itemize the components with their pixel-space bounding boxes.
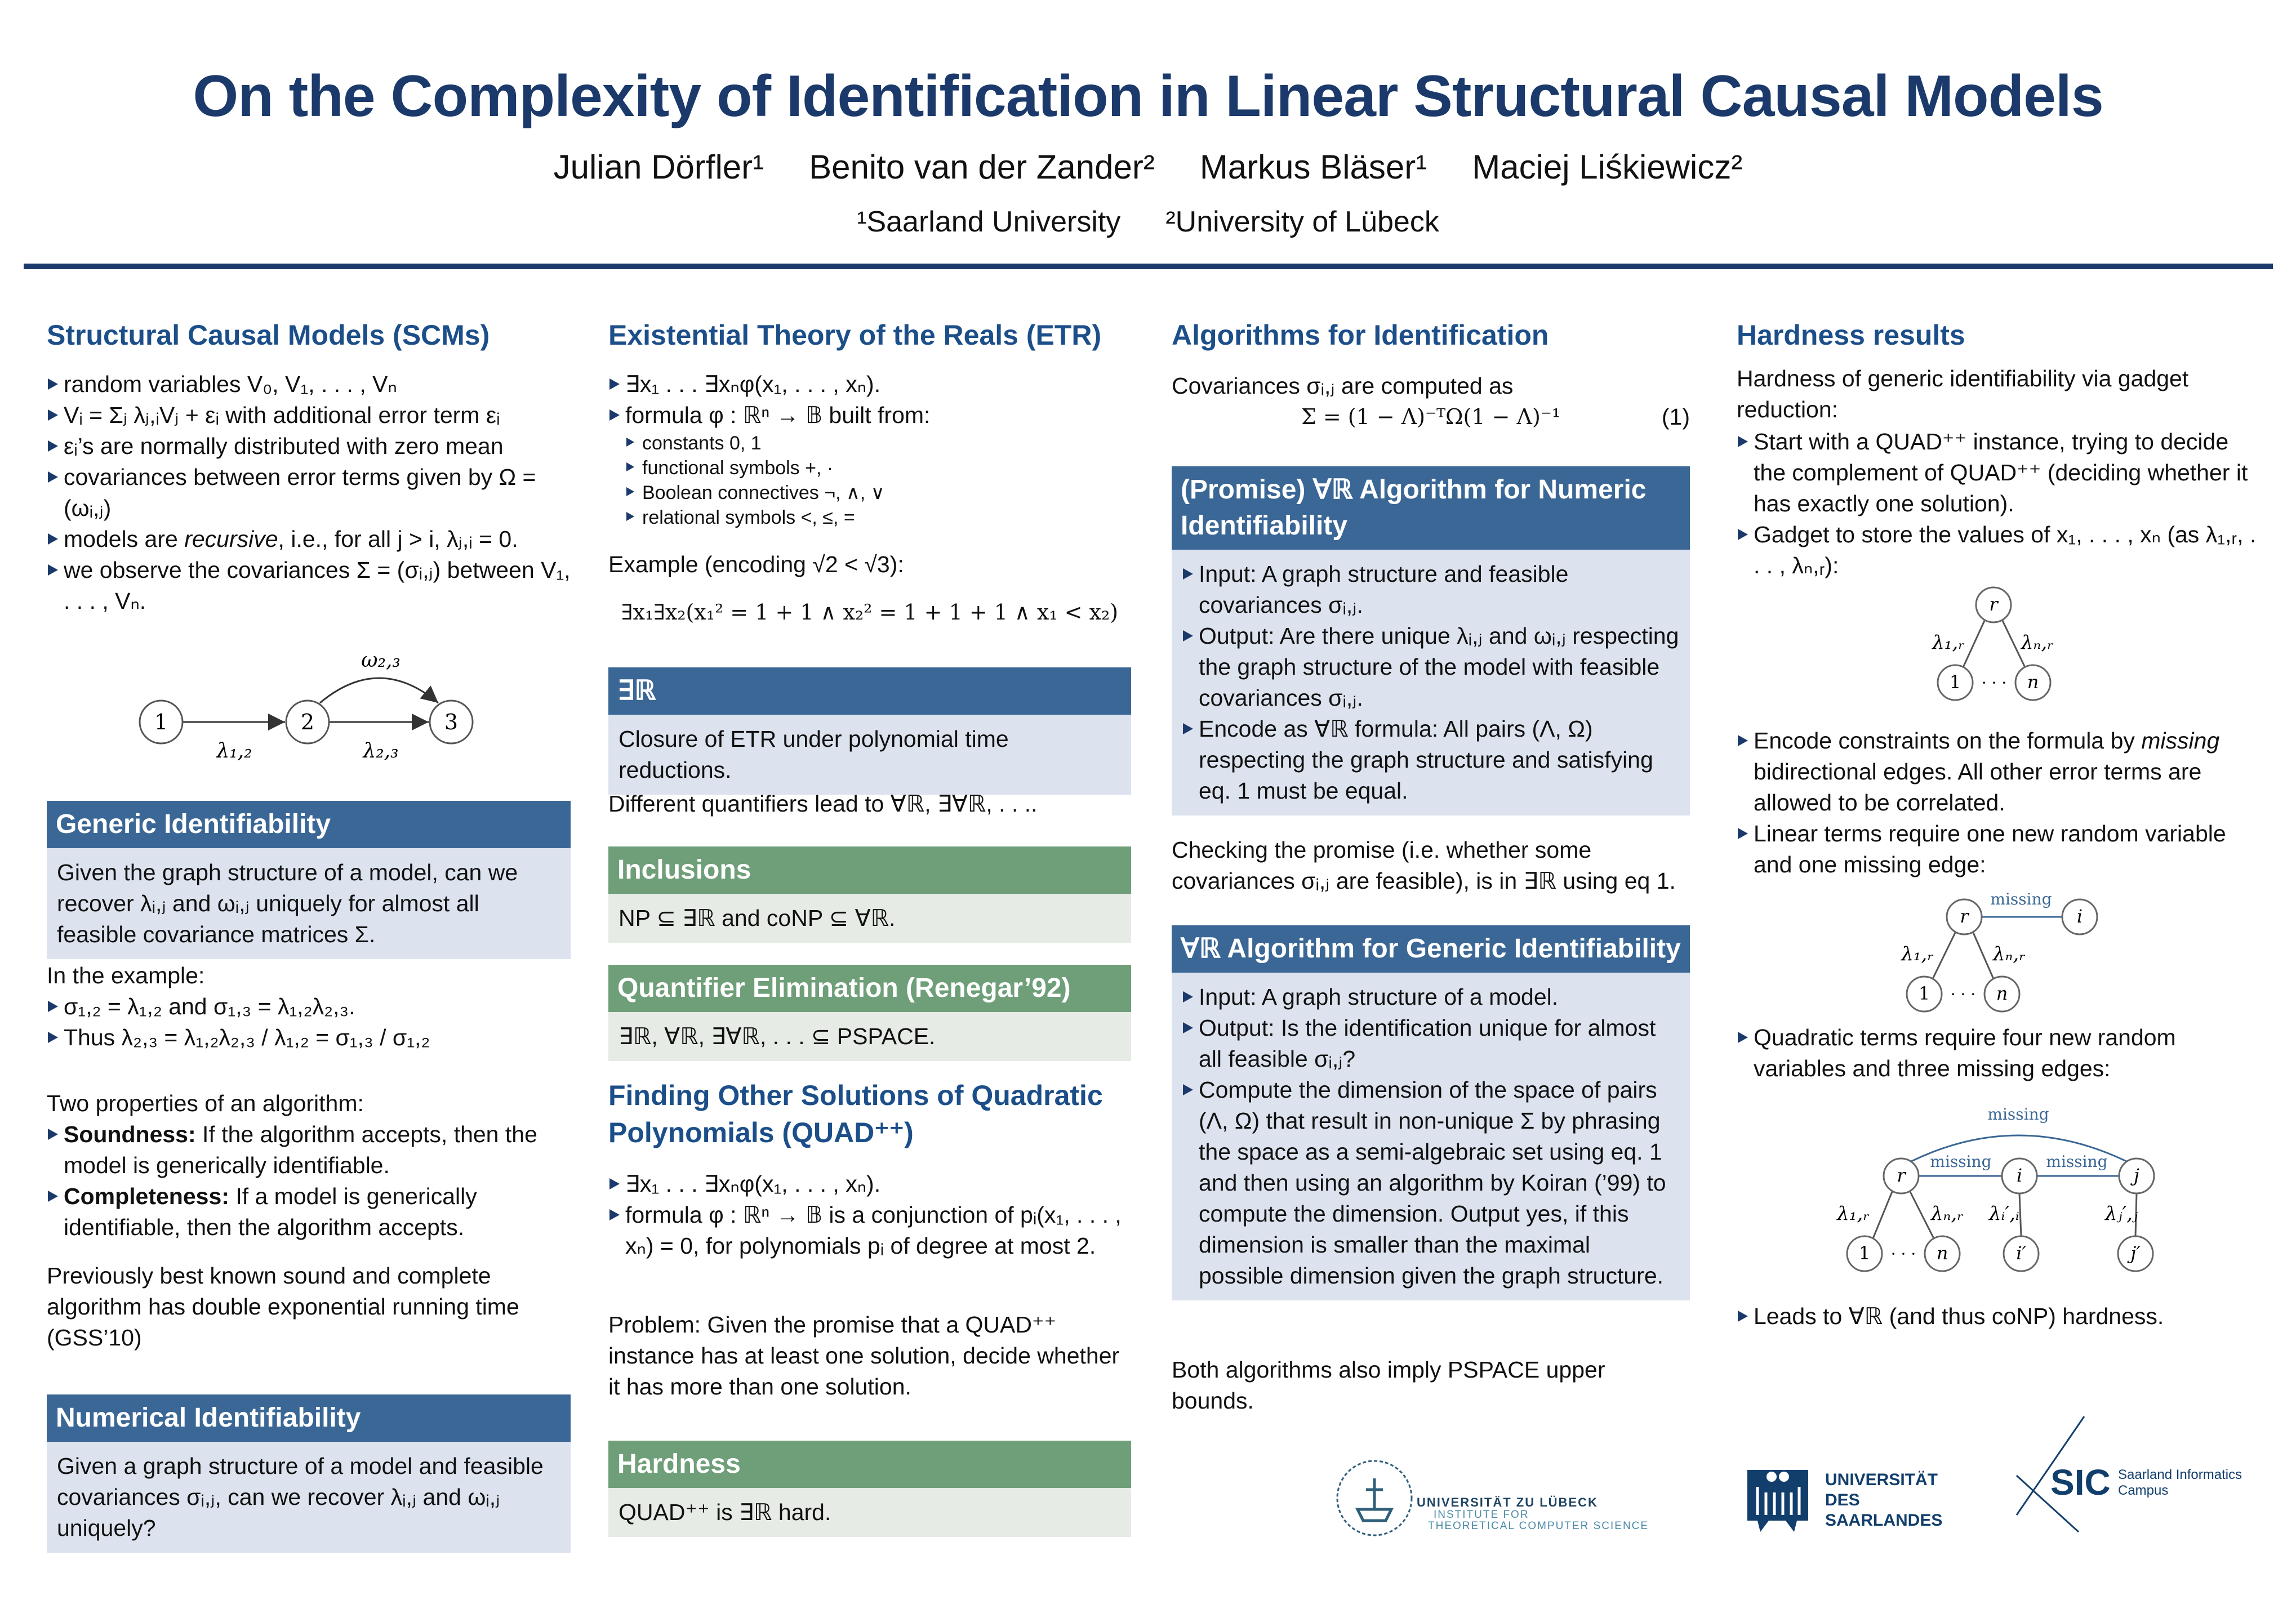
affiliation: ²University of Lübeck xyxy=(1165,206,1439,238)
box-body: Closure of ETR under polynomial time reductions. xyxy=(608,715,1131,795)
luebeck-logo xyxy=(1335,1456,1662,1546)
owl-icon xyxy=(1741,1453,1814,1535)
column-2 xyxy=(608,0,1131,1622)
node-label: i xyxy=(2016,1165,2023,1186)
problem-text: Problem: Given the promise that a QUAD⁺⁺ instance has at least one solution, decide whether it has more than one solution. xyxy=(608,1312,1120,1400)
text: bidirectional edges. All other error terms are allowed to be correlated. xyxy=(1754,759,2202,816)
edge-label: λ₁,₂ xyxy=(216,739,252,763)
list-item: εᵢ’s are normally distributed with zero mean xyxy=(64,431,571,462)
node-label: i′ xyxy=(2016,1242,2026,1264)
hardness-list-1 xyxy=(1737,426,2258,581)
missing-label: missing xyxy=(1990,890,2052,908)
node-label: n xyxy=(1936,1242,1948,1264)
box-heading: Numerical Identifiability xyxy=(47,1394,571,1442)
node-label: 1 xyxy=(1858,1242,1871,1264)
etr-list xyxy=(608,369,1131,530)
node-label: 3 xyxy=(444,710,459,734)
text: formula φ : ℝⁿ → 𝔹 built from: xyxy=(625,402,931,428)
sic-name xyxy=(2118,1467,2242,1499)
scm-list xyxy=(47,369,571,617)
box-heading: Quantifier Elimination (Renegar’92) xyxy=(608,965,1131,1012)
list-item: Linear terms require one new random variable and one missing edge: xyxy=(1754,818,2258,880)
example-label: Example (encoding √2 < √3): xyxy=(608,551,904,577)
linear-gadget-diagram xyxy=(1737,884,2258,1017)
column-1 xyxy=(47,0,571,1622)
example-section xyxy=(47,960,571,1053)
dots: · · · xyxy=(1981,674,2007,692)
sic-abbr: SIC xyxy=(2050,1462,2111,1503)
list-item: Output: Are there unique λᵢ,ⱼ and ωᵢ,ⱼ respecting the graph structure of the model with feasible covariances σᵢ,ⱼ. xyxy=(1199,621,1680,714)
list-item: Input: A graph structure of a model. xyxy=(1199,982,1680,1013)
edge-label: λ₁,ᵣ xyxy=(1932,631,1965,654)
box-body: NP ⊆ ∃ℝ and coNP ⊆ ∀ℝ. xyxy=(608,894,1131,943)
node-label: r xyxy=(1989,594,1998,615)
text: Two properties of an algorithm: xyxy=(47,1090,364,1116)
box-heading: ∀ℝ Algorithm for Generic Identifiability xyxy=(1172,925,1690,973)
sic-logo xyxy=(2000,1414,2248,1538)
node-label: n xyxy=(2027,671,2039,693)
etr-heading: Existential Theory of the Reals (ETR) xyxy=(608,319,1102,351)
missing-label: missing xyxy=(2046,1152,2108,1171)
missing-label: missing xyxy=(1930,1152,1992,1171)
emphasis: missing xyxy=(2141,728,2220,754)
list-item: constants 0, 1 xyxy=(642,431,1131,456)
node-label: j xyxy=(2134,1165,2139,1186)
node-label: j′ xyxy=(2130,1242,2141,1264)
box-heading: (Promise) ∀ℝ Algorithm for Numeric Identifiability xyxy=(1172,466,1690,550)
box-heading: Hardness xyxy=(608,1441,1131,1488)
edge-label: λᵢ′,ᵢ xyxy=(1989,1202,2019,1225)
logo-line: SAARLANDES xyxy=(1825,1511,1943,1530)
er-box xyxy=(608,667,1131,795)
node-label: n xyxy=(1996,983,2008,1004)
list-item: ∃x₁ . . . ∃xₙφ(x₁, . . . , xₙ). xyxy=(625,1169,1131,1200)
list-item: functional symbols +, · xyxy=(642,456,1131,480)
quantifiers-text: Different quantifiers lead to ∀ℝ, ∃∀ℝ, . . .. xyxy=(608,791,1038,817)
label: Completeness: xyxy=(64,1183,229,1209)
box-body xyxy=(1172,973,1690,1300)
column-4 xyxy=(1737,0,2258,1622)
hardness-heading: Hardness results xyxy=(1737,319,1965,351)
list-item xyxy=(64,1119,571,1181)
algorithms-heading: Algorithms for Identification xyxy=(1172,319,1549,351)
affiliation: ¹Saarland University xyxy=(857,206,1121,238)
logo-line: Saarland Informatics xyxy=(2118,1467,2242,1482)
box-heading: Generic Identifiability xyxy=(47,801,571,848)
list-item: Output: Is the identification unique for almost all feasible σᵢ,ⱼ? xyxy=(1199,1013,1680,1075)
generic-algorithm-box xyxy=(1172,925,1690,1300)
hardness-intro: Hardness of generic identifiability via gadget reduction: xyxy=(1737,366,2189,422)
author: Maciej Liśkiewicz² xyxy=(1472,148,1743,186)
node-label: i xyxy=(2076,906,2083,927)
example-list xyxy=(47,991,571,1053)
box-heading: Inclusions xyxy=(608,846,1131,894)
hardness-list-3 xyxy=(1737,1022,2258,1084)
box-body: QUAD⁺⁺ is ∃ℝ hard. xyxy=(608,1488,1131,1537)
list-item xyxy=(625,400,1131,530)
list-item: Input: A graph structure and feasible covariances σᵢ,ⱼ. xyxy=(1199,559,1680,621)
node-label: 2 xyxy=(300,710,315,734)
node-label: 1 xyxy=(154,710,168,734)
list-item: ∃x₁ . . . ∃xₙφ(x₁, . . . , xₙ). xyxy=(625,369,1131,400)
logo-line: Campus xyxy=(2118,1483,2169,1498)
list-item: covariances between error terms given by Ω = (ωᵢ,ⱼ) xyxy=(64,462,571,524)
text: , i.e., for all j > i, λⱼ,ᵢ = 0. xyxy=(278,526,518,552)
list-item: σ₁,₂ = λ₁,₂ and σ₁,₃ = λ₁,₂λ₂,₃. xyxy=(64,991,571,1022)
edge-label: λₙ,ᵣ xyxy=(1931,1202,1964,1225)
list-item xyxy=(1754,725,2258,818)
properties-section xyxy=(47,1088,571,1243)
saarland-logo xyxy=(1741,1453,1943,1535)
node-label: 1 xyxy=(1918,983,1930,1004)
upper-bounds-text: Both algorithms also imply PSPACE upper bounds. xyxy=(1172,1357,1605,1414)
list-item: random variables V₀, V₁, . . . , Vₙ xyxy=(64,369,571,400)
list-item: Quadratic terms require four new random variables and three missing edges: xyxy=(1754,1022,2258,1084)
box-body: Given a graph structure of a model and feasible covariances σᵢ,ⱼ, can we recover λᵢ,ⱼ and ωᵢ,ⱼ uniquely? xyxy=(47,1442,571,1553)
box-body xyxy=(1172,550,1690,816)
quantifier-elimination-box xyxy=(608,965,1131,1061)
box-heading: ∃ℝ xyxy=(608,667,1131,715)
list-item: Boolean connectives ¬, ∧, ∨ xyxy=(642,480,1131,505)
emphasis: recursive xyxy=(184,526,278,552)
quadratic-gadget-diagram xyxy=(1737,1104,2258,1278)
hardness-list-2 xyxy=(1737,725,2258,880)
scm-graph-diagram xyxy=(47,642,571,772)
text: If a model is generically identifiable, then the algorithm accepts. xyxy=(64,1183,477,1240)
list-item xyxy=(64,1181,571,1243)
node-label: r xyxy=(1960,906,1969,927)
numeric-algorithm-box xyxy=(1172,466,1690,816)
covariance-equation: Σ = (1 − Λ)⁻ᵀΩ(1 − Λ)⁻¹ xyxy=(1301,404,1561,429)
etr-sublist xyxy=(625,431,1131,530)
list-item: Compute the dimension of the space of pairs (Λ, Ω) that result in non-unique Σ by phrasing the space as a semi-algebraic set using eq. 1 and then using an algorithm by Koiran (’99) to compute the dimension. Output yes, if this dimension is smaller than the maximal possible dimension given the graph structure. xyxy=(1199,1075,1680,1291)
cov-intro: Covariances σᵢ,ⱼ are computed as xyxy=(1172,373,1514,399)
gadget-diagram xyxy=(1737,586,2258,704)
previous-work-text: Previously best known sound and complete algorithm has double exponential running time (GSS’10) xyxy=(47,1263,519,1351)
list-item: relational symbols <, ≤, = xyxy=(642,505,1131,530)
list-item xyxy=(64,524,571,555)
author: Benito van der Zander² xyxy=(809,148,1155,186)
list-item: Leads to ∀ℝ (and thus coNP) hardness. xyxy=(1754,1301,2258,1332)
equation-number: (1) xyxy=(1661,404,1690,430)
box-body: ∃ℝ, ∀ℝ, ∃∀ℝ, . . . ⊆ PSPACE. xyxy=(608,1012,1131,1061)
author: Markus Bläser¹ xyxy=(1199,148,1427,186)
dots: · · · xyxy=(1950,985,1976,1004)
list-item: Encode as ∀ℝ formula: All pairs (Λ, Ω) respecting the graph structure and satisfying eq. 1 must be equal. xyxy=(1199,714,1680,806)
list-item: we observe the covariances Σ = (σᵢ,ⱼ) between V₁, . . . , Vₙ. xyxy=(64,555,571,617)
list-item: Gadget to store the values of x₁, . . . , xₙ (as λ₁,ᵣ, . . . , λₙ,ᵣ): xyxy=(1754,519,2258,581)
generic-list xyxy=(1182,982,1680,1291)
quad-list xyxy=(608,1169,1131,1262)
edge-label: λₙ,ᵣ xyxy=(2021,631,2054,654)
logo-line: UNIVERSITÄT xyxy=(1825,1471,1938,1489)
edge-label: λ₁,ᵣ xyxy=(1901,943,1934,965)
edge-label: λⱼ′,ⱼ xyxy=(2105,1202,2138,1225)
promise-text: Checking the promise (i.e. whether some covariances σᵢ,ⱼ are feasible), is in ∃ℝ using eq 1. xyxy=(1172,837,1676,894)
list-item: Start with a QUAD⁺⁺ instance, trying to decide the complement of QUAD⁺⁺ (deciding whether it has exactly one solution). xyxy=(1754,426,2258,519)
edge-label: λ₂,₃ xyxy=(363,739,399,763)
text: In the example: xyxy=(47,962,205,988)
list-item: Thus λ₂,₃ = λ₁,₂λ₂,₃ / λ₁,₂ = σ₁,₃ / σ₁,₂ xyxy=(64,1022,571,1053)
text: Encode constraints on the formula by xyxy=(1754,728,2142,754)
node-label: 1 xyxy=(1949,671,1961,693)
author: Julian Dörfler¹ xyxy=(553,148,764,186)
luebeck-seal-icon xyxy=(1335,1456,1414,1540)
edge-label: ω₂,₃ xyxy=(361,649,401,672)
logo-text xyxy=(1825,1470,1942,1531)
quad-heading: Finding Other Solutions of Quadratic Polynomials (QUAD⁺⁺) xyxy=(608,1080,1103,1148)
box-body: Given the graph structure of a model, can we recover λᵢ,ⱼ and ωᵢ,ⱼ uniquely for almost all feasible covariance matrices Σ. xyxy=(47,848,571,959)
hardness-list-4 xyxy=(1737,1301,2258,1332)
generic-identifiability-box xyxy=(47,801,571,959)
node-label: r xyxy=(1897,1165,1906,1186)
poster-title: On the Complexity of Identification in Linear Structural Causal Models xyxy=(193,64,2103,129)
edge-label: λₙ,ᵣ xyxy=(1993,943,2026,965)
hardness-box xyxy=(608,1441,1131,1537)
inclusions-box xyxy=(608,846,1131,943)
dots: · · · xyxy=(1890,1245,1916,1263)
text: If the algorithm accepts, then the model is generically identifiable. xyxy=(64,1121,537,1178)
numeric-list xyxy=(1182,559,1680,806)
column-3 xyxy=(1172,0,1690,1622)
list-item: formula φ : ℝⁿ → 𝔹 is a conjunction of pᵢ(x₁, . . . , xₙ) = 0, for polynomials pᵢ of degree at most 2. xyxy=(625,1200,1131,1262)
numerical-identifiability-box xyxy=(47,1394,571,1553)
text: models are xyxy=(64,526,185,552)
missing-label: missing xyxy=(1987,1105,2049,1124)
logo-text: INSTITUTE FOR xyxy=(1434,1509,1529,1521)
edge-label: λ₁,ᵣ xyxy=(1837,1202,1870,1225)
logo-text: THEORETICAL COMPUTER SCIENCE xyxy=(1428,1520,1649,1532)
list-item: Vᵢ = Σⱼ λⱼ,ᵢVⱼ + εᵢ with additional error term εᵢ xyxy=(64,400,571,431)
example-formula: ∃x₁∃x₂(x₁² = 1 + 1 ∧ x₂² = 1 + 1 + 1 ∧ x₁ < x₂) xyxy=(621,600,1119,625)
scm-heading: Structural Causal Models (SCMs) xyxy=(47,319,490,351)
properties-list xyxy=(47,1119,571,1243)
label: Soundness: xyxy=(64,1121,196,1147)
logo-line: DES xyxy=(1825,1491,1860,1509)
bidirected-edge xyxy=(320,678,438,703)
logo-text: UNIVERSITÄT ZU LÜBECK xyxy=(1417,1495,1598,1509)
